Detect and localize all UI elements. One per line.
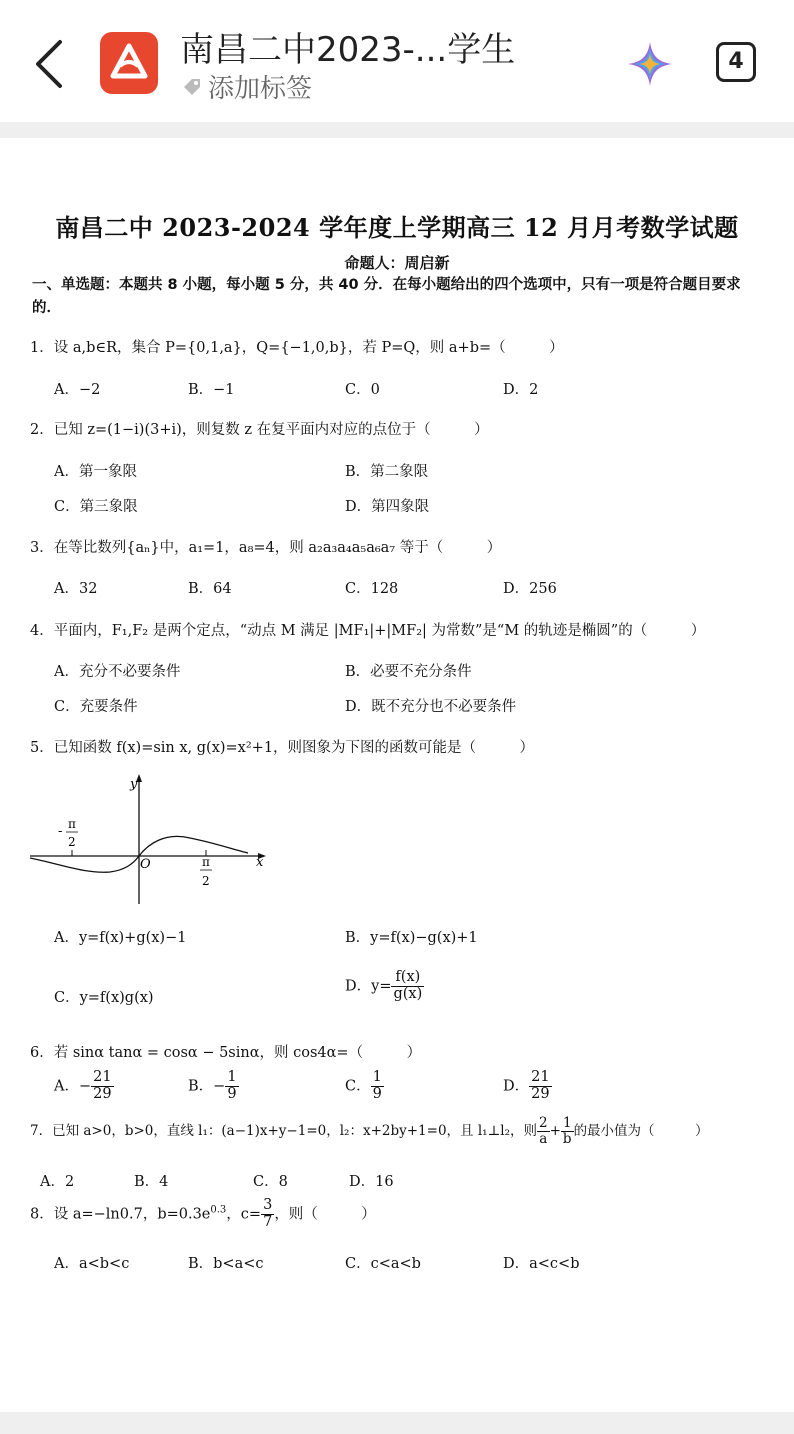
q6-b-num: 1 [227, 1069, 237, 1085]
graph-neg-pi: π [68, 817, 76, 831]
q8-option-d: D．a<c<b [503, 1256, 580, 1272]
question-7 [30, 1116, 709, 1147]
q1-option-d: D．2 [503, 382, 539, 398]
footer-divider [0, 1412, 794, 1434]
function-graph [30, 768, 270, 904]
q7-frac1-den: a [539, 1130, 548, 1147]
graph-neg-two: 2 [68, 835, 76, 849]
page-count-button[interactable]: 4 [716, 42, 756, 82]
question-8 [30, 1198, 376, 1231]
tag-icon [182, 77, 202, 97]
add-tag-label: 添加标签 [208, 74, 313, 104]
exam-author: 命题人：周启新 [344, 254, 450, 272]
q6-c-num: 1 [372, 1069, 382, 1085]
q1-option-a: A．−2 [54, 382, 101, 398]
q3-option-d: D．256 [503, 581, 557, 597]
q6-a-fraction [91, 1070, 113, 1103]
graph-pos-pi: π [202, 855, 210, 869]
q2-option-b: B．第二象限 [345, 464, 429, 480]
question-3: 3．在等比数列{aₙ}中，a₁=1，a₈=4，则 a₂a₃a₄a₅a₆a₇ 等于（ ） [30, 540, 502, 556]
q6-d-prefix: D． [503, 1078, 530, 1095]
q7-frac2-den: b [562, 1130, 572, 1147]
graph-origin-label: O [140, 857, 151, 872]
q1-option-b: B．−1 [188, 382, 235, 398]
q7-option-d: D．16 [349, 1174, 394, 1190]
q5-option-d-fraction [391, 970, 424, 1003]
q8-c-num: 3 [263, 1197, 273, 1213]
q8-exponent: 0.3 [210, 1204, 227, 1216]
q6-option-b [188, 1070, 239, 1103]
q7-text-b: 的最小值为（ ） [573, 1122, 709, 1139]
q7-option-b: B．4 [134, 1174, 169, 1190]
q6-c-den: 9 [372, 1085, 382, 1102]
q6-option-c [345, 1070, 384, 1103]
q5-option-d [345, 970, 424, 1003]
graph-x-label: x [256, 855, 264, 870]
q5-option-c: C．y=f(x)g(x) [54, 990, 154, 1006]
q8-option-c: C．c<a<b [345, 1256, 421, 1272]
q8-text-a: 8．设 a=−ln0.7，b=0.3e [30, 1206, 211, 1223]
q8-option-a: A．a<b<c [54, 1256, 130, 1272]
q5-option-b: B．y=f(x)−g(x)+1 [345, 930, 478, 946]
question-4: 4．平面内，F₁,F₂ 是两个定点，“动点 M 满足 |MF₁|+|MF₂| 为常数”是“M 的轨迹是椭圆”的（ ） [30, 623, 706, 639]
q1-option-c: C．0 [345, 382, 380, 398]
document-title[interactable]: 南昌二中2023-...学生 [180, 30, 516, 70]
q6-b-den: 9 [227, 1085, 237, 1102]
q7-option-c: C．8 [253, 1174, 288, 1190]
q4-option-d: D．既不充分也不必要条件 [345, 699, 517, 715]
graph-y-label: y [130, 777, 138, 792]
q8-text-b: ，c= [226, 1206, 262, 1223]
q2-option-c: C．第三象限 [54, 499, 138, 515]
q2-option-a: A．第一象限 [54, 464, 137, 480]
q7-text-a: 7．已知 a>0，b>0，直线 l₁：(a−1)x+y−1=0，l₂：x+2by+1=0，且 l₁⊥l₂，则 [30, 1122, 537, 1139]
q6-a-den: 29 [93, 1085, 112, 1102]
q6-a-sign: A．− [54, 1078, 92, 1095]
q4-option-a: A．充分不必要条件 [54, 664, 181, 680]
q6-option-a [54, 1070, 114, 1103]
exam-title: 南昌二中 2023-2024 学年度上学期高三 12 月月考数学试题 [55, 213, 739, 242]
q3-option-b: B．64 [188, 581, 232, 597]
question-1: 1．设 a,b∈R，集合 P={0,1,a}，Q={−1,0,b}，若 P=Q，则 a+b=（ ） [30, 340, 564, 356]
graph-neg-sign: - [58, 824, 63, 839]
back-chevron-icon[interactable] [30, 36, 70, 92]
q8-c-den: 7 [263, 1213, 273, 1230]
q3-option-a: A．32 [54, 581, 98, 597]
q5-d-den: g(x) [393, 985, 423, 1002]
graph-pos-two: 2 [202, 874, 210, 888]
q6-c-fraction [371, 1070, 384, 1103]
q7-frac2-num: 1 [561, 1116, 574, 1132]
q6-option-d [503, 1070, 552, 1103]
section-instructions: 一、单选题：本题共 8 小题，每小题 5 分，共 40 分．在每小题给出的四个选项中，只有一项是符合题目要求的． [32, 277, 741, 316]
q6-d-den: 29 [531, 1085, 550, 1102]
sparkle-ai-icon[interactable] [626, 40, 674, 88]
q7-option-a: A．2 [40, 1174, 75, 1190]
q7-plus: + [549, 1122, 561, 1139]
q7-frac1-num: 2 [539, 1115, 548, 1131]
q5-option-a: A．y=f(x)+g(x)−1 [54, 930, 187, 946]
q6-d-num: 21 [531, 1069, 550, 1085]
question-2: 2．已知 z=(1−i)(3+i)，则复数 z 在复平面内对应的点位于（ ） [30, 422, 489, 438]
q6-a-num: 21 [93, 1069, 112, 1085]
q7-frac-1 [537, 1116, 550, 1147]
header-divider [0, 122, 794, 138]
app-logo-icon [100, 32, 158, 94]
question-5: 5．已知函数 f(x)=sin x, g(x)=x²+1，则图象为下图的函数可能是（ ） [30, 740, 535, 756]
q7-frac-2 [561, 1116, 574, 1147]
top-bar [0, 0, 794, 122]
add-tag-button[interactable] [182, 68, 312, 105]
q3-option-c: C．128 [345, 581, 399, 597]
q6-b-fraction [225, 1070, 238, 1103]
q5-d-num: f(x) [391, 970, 424, 987]
q4-option-c: C．充要条件 [54, 699, 138, 715]
q2-option-d: D．第四象限 [345, 499, 430, 515]
q6-c-prefix: C． [345, 1078, 371, 1095]
question-6: 6．若 sinα tanα = cosα − 5sinα，则 cos4α=（ ） [30, 1045, 422, 1061]
q8-c-fraction [261, 1198, 274, 1231]
q6-d-fraction [529, 1070, 551, 1103]
q8-text-c: ，则（ ） [274, 1206, 376, 1223]
q4-option-b: B．必要不充分条件 [345, 664, 472, 680]
q6-b-sign: B．− [188, 1078, 226, 1095]
q8-option-b: B．b<a<c [188, 1256, 264, 1272]
q5-option-d-prefix: D．y= [345, 978, 392, 995]
